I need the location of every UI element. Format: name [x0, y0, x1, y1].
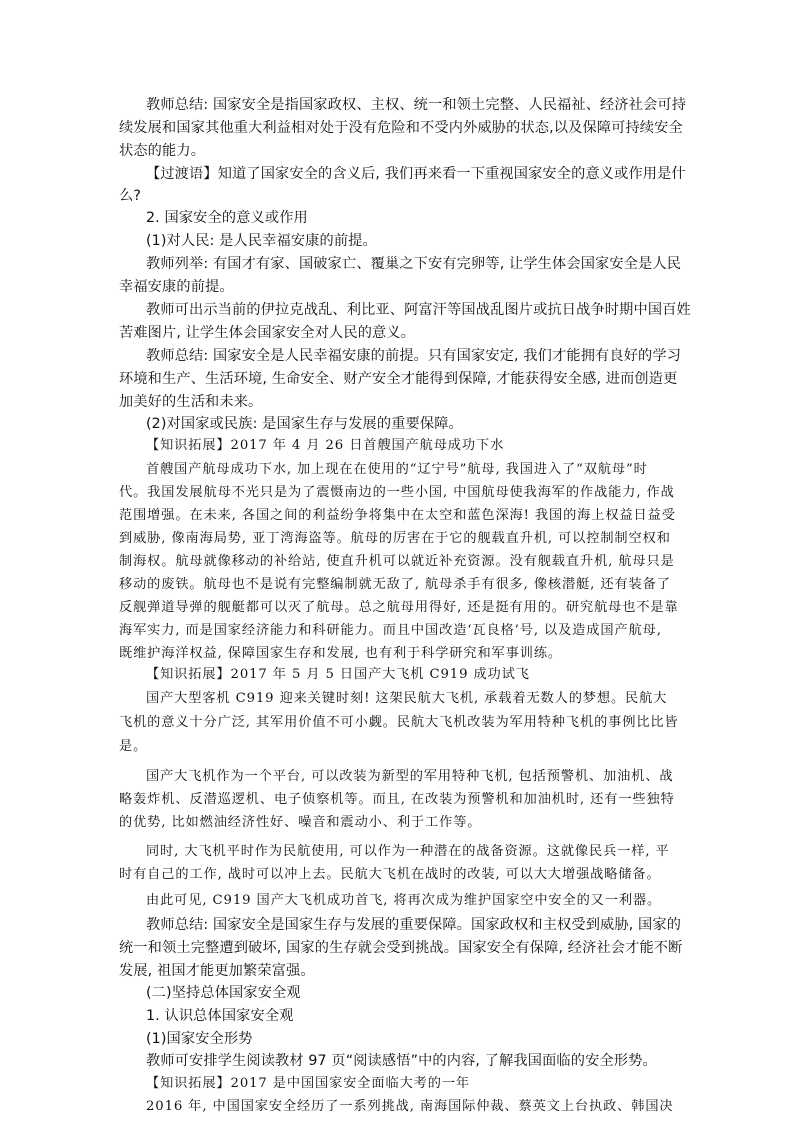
text-line: 略轰炸机、反潜巡逻机、电子侦察机等。而且, 在改装为预警机和加油机时, 还有一些独特: [119, 792, 675, 807]
section-heading: 2. 国家安全的意义或作用: [146, 210, 308, 226]
text-line: 教师可出示当前的伊拉克战乱、利比亚、阿富汗等国战乱图片或抗日战争时期中国百姓: [146, 302, 691, 318]
text-line: 国产大型客机 C919 迎来关键时刻! 这架民航大飞机, 承载着无数人的梦想。民航大: [146, 691, 668, 706]
text-line: 幸福安康的前提。: [119, 279, 234, 295]
text-line: 同时, 大飞机平时作为民航使用, 可以作为一种潜在的战备资源。这就像民兵一样, 平: [146, 844, 670, 859]
text-line: 是。: [119, 739, 148, 754]
text-line: 教师总结: 国家安全是指国家政权、主权、统一和领土完整、人民福祉、经济社会可持: [146, 97, 687, 113]
text-line: 统一和领土完整遭到破坏, 国家的生存就会受到挑战。国家安全有保障, 经济社会才能不断: [119, 940, 683, 956]
text-line: 么?: [119, 188, 142, 204]
knowledge-extension-heading: 【知识拓展】2017 年 4 月 26 日首艘国产航母成功下水: [146, 438, 505, 453]
text-line: 【过渡语】知道了国家安全的含义后, 我们再来看一下重视国家安全的意义或作用是什: [146, 166, 686, 182]
section-heading: 1. 认识总体国家安全观: [146, 1008, 294, 1024]
text-line: 首艘国产航母成功下水, 加上现在在使用的“辽宁号”航母, 我国进入了“双航母”时: [146, 462, 648, 477]
text-line: 既维护海洋权益, 保障国家生存和发展, 也有利于科学研究和军事训练。: [119, 646, 562, 661]
text-line: 续发展和国家其他重大利益相对处于没有危险和不受内外威胁的状态,以及保障可持续安全: [119, 120, 683, 136]
text-line: 苦难图片, 让学生体会国家安全对人民的意义。: [119, 325, 416, 341]
text-line: (1)国家安全形势: [146, 1031, 253, 1047]
text-line: 到威胁, 像南海局势, 亚丁湾海盗等。航母的厉害在于它的舰载直升机, 可以控制制空权和: [119, 531, 671, 546]
text-line: 环境和生产、生活环境, 生命安全、财产安全才能得到保障, 才能获得安全感, 进而创造更: [119, 371, 678, 387]
text-line: 的优势, 比如燃油经济性好、噪音和震动小、利于工作等。: [119, 815, 482, 830]
text-line: 教师总结: 国家安全是人民幸福安康的前提。只有国家安定, 我们才能拥有良好的学习: [146, 348, 682, 364]
text-line: 制海权。航母就像移动的补给站, 使直升机可以就近补充资源。没有舰载直升机, 航母只是: [119, 554, 675, 569]
text-line: 国产大飞机作为一个平台, 可以改装为新型的军用特种飞机, 包括预警机、加油机、战: [146, 769, 674, 784]
text-line: 2016 年, 中国国家安全经历了一系列挑战, 南海国际仲裁、蔡英文上台执政、韩国决: [146, 1099, 674, 1114]
section-heading: (二)坚持总体国家安全观: [146, 985, 301, 1001]
text-line: 状态的能力。: [119, 143, 206, 159]
text-line: 加美好的生活和未来。: [119, 394, 263, 410]
text-line: 反舰弹道导弹的舰艇都可以灭了航母。总之航母用得好, 还是挺有用的。研究航母也不是靠: [119, 600, 679, 615]
knowledge-extension-heading: 【知识拓展】2017 年 5 月 5 日国产大飞机 C919 成功试飞: [146, 667, 530, 682]
text-line: 发展, 祖国才能更加繁荣富强。: [119, 963, 315, 979]
text-line: 飞机的意义十分广泛, 其军用价值不可小觑。民航大飞机改装为军用特种飞机的事例比比皆: [119, 715, 679, 730]
text-line: 代。我国发展航母不光只是为了震慑南边的一些小国, 中国航母使我海军的作战能力, 作战: [119, 485, 675, 500]
text-line: 由此可见, C919 国产大飞机成功首飞, 将再次成为维护国家空中安全的又一利器。: [146, 893, 662, 908]
text-line: 教师列举: 有国才有家、国破家亡、覆巢之下安有完卵等, 让学生体会国家安全是人民: [146, 256, 682, 272]
text-line: 移动的废铁。航母也不是说有完整编制就无敌了, 航母杀手有很多, 像核潜艇, 还有装备了: [119, 577, 671, 592]
text-line: 范围增强。在未来, 各国之间的利益纷争将集中在太空和蓝色深海! 我国的海上权益日益受: [119, 508, 676, 523]
text-line: 时有自己的工作, 战时可以冲上去。民航大飞机在战时的改装, 可以大大增强战略储备。: [119, 867, 661, 882]
knowledge-extension-heading: 【知识拓展】2017 是中国国家安全面临大考的一年: [146, 1076, 471, 1091]
text-line: (2)对国家或民族: 是国家生存与发展的重要保障。: [146, 416, 463, 432]
text-line: 教师可安排学生阅读教材 97 页“阅读感悟”中的内容, 了解我国面临的安全形势。: [146, 1053, 657, 1069]
text-line: 海军实力, 而是国家经济能力和科研能力。而且中国改造‘瓦良格’号, 以及造成国产航母,: [119, 623, 662, 638]
text-line: 教师总结: 国家安全是国家生存与发展的重要保障。国家政权和主权受到威胁, 国家的: [146, 917, 682, 933]
text-line: (1)对人民: 是人民幸福安康的前提。: [146, 233, 377, 249]
